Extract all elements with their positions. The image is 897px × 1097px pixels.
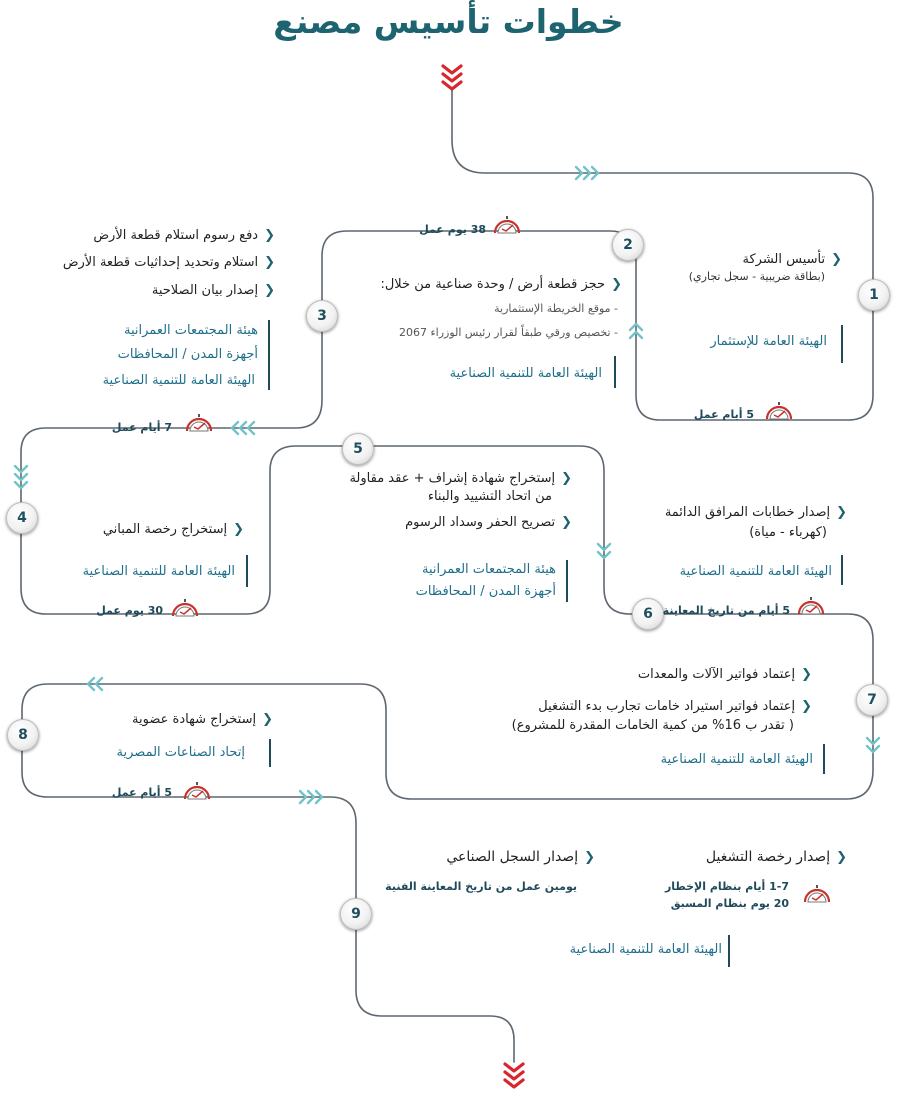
chevron-left-icon: ❮ (561, 515, 572, 530)
step-7-badge: 7 (856, 684, 888, 716)
chevron-left-icon: ❮ (801, 667, 812, 682)
chevron-left-icon: ❮ (233, 522, 244, 537)
step-9-note-1: 1-7 أيام بنظام الإخطار (664, 880, 789, 893)
step-3-agency-2: أجهزة المدن / المحافظات (117, 347, 258, 362)
step-8-item-1: ❮إستخراج شهادة عضوية (132, 712, 273, 727)
chevron-left-icon: ❮ (264, 228, 275, 243)
step-5-agency-1: هيئة المجتمعات العمرانية (422, 562, 556, 577)
step-1-duration: 5 أيام عمل (693, 408, 754, 421)
step-8-duration: 5 أيام عمل (111, 786, 172, 799)
chevron-left-icon: ❮ (801, 699, 812, 714)
step-6-item-1: ❮إصدار خطابات المرافق الدائمة (664, 505, 847, 520)
step-5-badge: 5 (342, 433, 374, 465)
timer-icon (170, 598, 200, 618)
step-7-item-1: ❮إعتماد فواتير الآلات والمعدات (637, 667, 812, 682)
step-2-duration: 38 يوم عمل (419, 223, 486, 236)
chevrons-red-bottom (505, 1064, 523, 1087)
step-4-item-1: ❮إستخراج رخصة المباني (102, 522, 244, 537)
step-9-item-1: ❮إصدار رخصة التشغيل (705, 849, 847, 865)
agency-divider (841, 325, 843, 363)
step-7-item-2: ❮إعتماد فواتير استيراد خامات تجارب بدء التشغيل (538, 699, 812, 714)
step-3-item-1: ❮دفع رسوم استلام قطعة الأرض (93, 228, 275, 243)
chevron-left-icon: ❮ (831, 252, 842, 267)
step-5-item-1: ❮إستخراج شهادة إشراف + عقد مقاولة (349, 471, 572, 486)
step-4-duration: 30 يوم عمل (96, 604, 163, 617)
agency-divider (269, 739, 271, 767)
step-9-note-2: 20 يوم بنظام المسبق (670, 897, 789, 910)
timer-icon (182, 781, 212, 801)
step-5-item-2: ❮تصريح الحفر وسداد الرسوم (405, 515, 572, 530)
step-3-duration: 7 أيام عمل (111, 421, 172, 434)
step-5-item-1-cont: من اتحاد التشييد والبناء (427, 489, 552, 504)
step-1-item-1: ❮تأسيس الشركة (742, 252, 842, 267)
chevron-left-icon: ❮ (262, 712, 273, 727)
step-2-note-1: - موقع الخريطة الإستثمارية (494, 302, 618, 315)
step-1-badge: 1 (858, 279, 890, 311)
timer-icon (184, 413, 214, 433)
step-9-item-2: ❮إصدار السجل الصناعي (446, 849, 595, 865)
step-5-agency-2: أجهزة المدن / المحافظات (415, 584, 556, 599)
step-7-item-3: ( تقدر ب 16% من كمية الخامات المقدرة للمشروع) (511, 718, 794, 733)
step-4-agency: الهيئة العامة للتنمية الصناعية (82, 564, 235, 579)
agency-divider (823, 744, 825, 774)
chevron-left-icon: ❮ (611, 277, 622, 292)
chevron-left-icon: ❮ (264, 255, 275, 270)
step-8-badge: 8 (7, 719, 39, 751)
step-1-sub: (بطاقة ضريبية - سجل تجاري) (688, 270, 825, 283)
step-6-duration: 5 أيام من تاريخ المعاينة (662, 604, 790, 617)
step-2-badge: 2 (612, 229, 644, 261)
chevron-left-icon: ❮ (264, 283, 275, 298)
step-2-agency: الهيئة العامة للتنمية الصناعية (449, 366, 602, 381)
step-9-badge: 9 (340, 898, 372, 930)
step-9-agency: الهيئة العامة للتنمية الصناعية (569, 942, 722, 957)
timer-icon (796, 596, 826, 616)
page-title: خطوات تأسيس مصنع (273, 2, 624, 41)
timer-icon (492, 215, 522, 235)
agency-divider (841, 555, 843, 585)
step-8-agency: إتحاد الصناعات المصرية (116, 745, 245, 760)
step-6-badge: 6 (632, 598, 664, 630)
timer-icon (764, 401, 794, 421)
agency-divider (728, 935, 730, 967)
step-2-item-1: ❮حجز قطعة أرض / وحدة صناعية من خلال: (380, 277, 622, 292)
step-3-item-3: ❮إصدار بيان الصلاحية (151, 283, 275, 298)
chevron-left-icon: ❮ (584, 850, 595, 865)
agency-divider (566, 560, 568, 602)
step-3-badge: 3 (306, 300, 338, 332)
step-4-badge: 4 (6, 502, 38, 534)
step-7-agency: الهيئة العامة للتنمية الصناعية (660, 752, 813, 767)
step-6-agency: الهيئة العامة للتنمية الصناعية (679, 564, 832, 579)
agency-divider (268, 320, 270, 390)
step-3-agency-3: الهيئة العامة للتنمية الصناعية (102, 373, 255, 388)
step-1-agency: الهيئة العامة للإستثمار (710, 334, 827, 349)
step-9-note-3: يومين عمل من تاريخ المعاينة الفنية (385, 880, 577, 893)
timer-icon (802, 884, 832, 904)
agency-divider (614, 356, 616, 388)
agency-divider (246, 555, 248, 587)
chevron-left-icon: ❮ (836, 505, 847, 520)
step-6-item-2: (كهرباء - مياة) (749, 525, 827, 540)
step-3-item-2: ❮استلام وتحديد إحداثيات قطعة الأرض (62, 255, 275, 270)
step-3-agency-1: هيئة المجتمعات العمرانية (124, 323, 258, 338)
chevrons-red-top (443, 66, 461, 89)
chevron-left-icon: ❮ (561, 471, 572, 486)
step-2-note-2: - تخصيص ورقي طبقاً لقرار رئيس الوزراء 2067 (399, 326, 618, 339)
chevron-left-icon: ❮ (836, 850, 847, 865)
